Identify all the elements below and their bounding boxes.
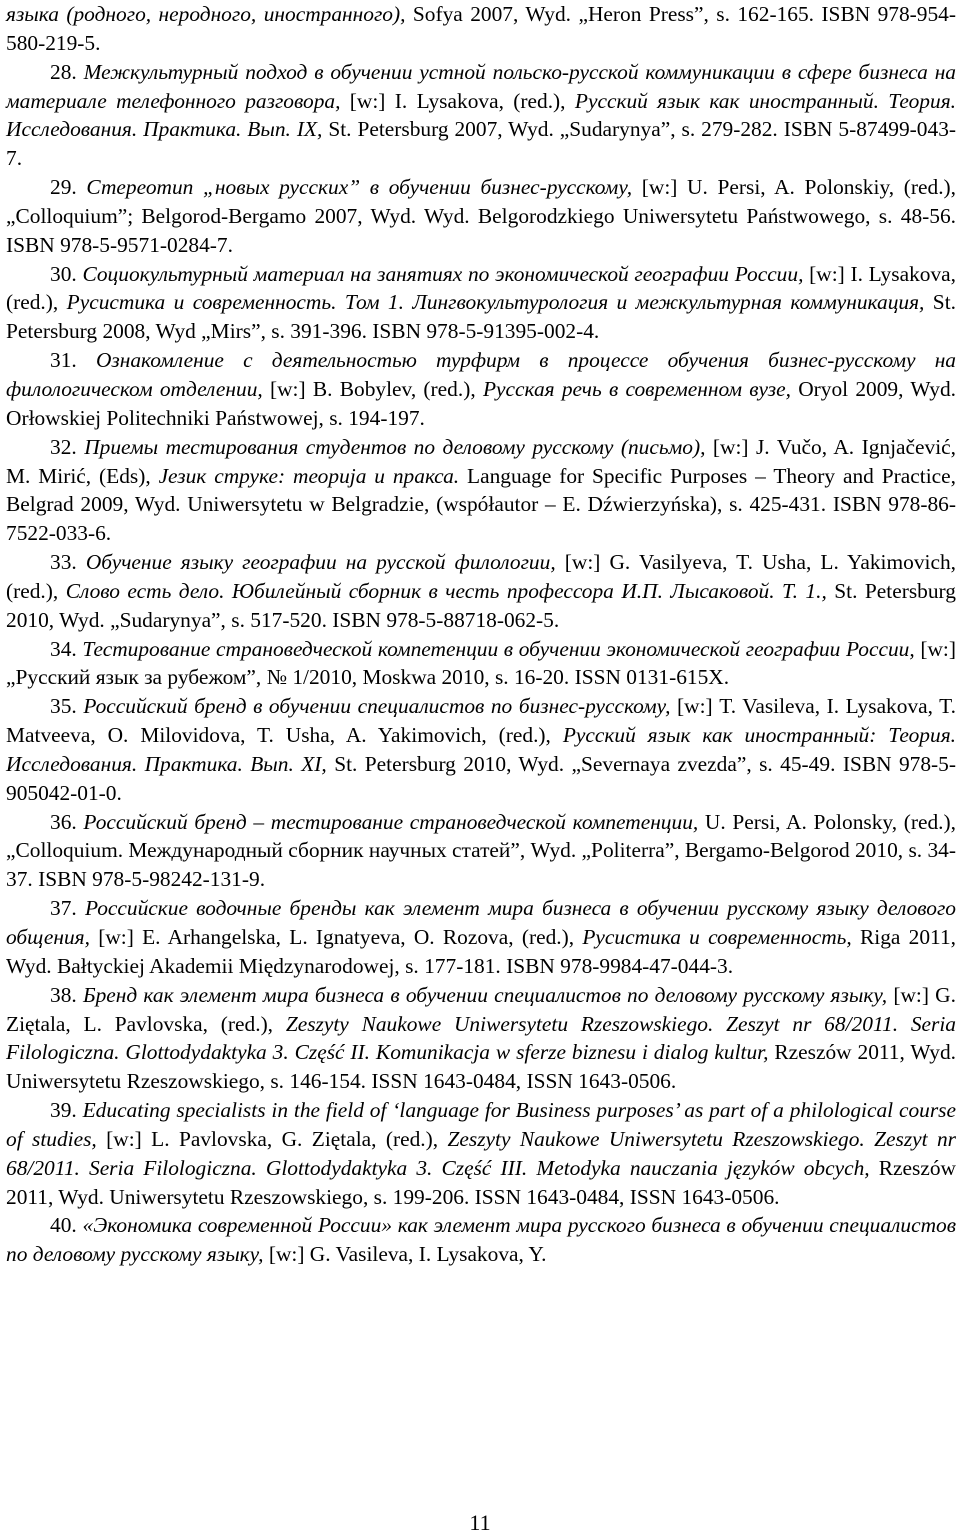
entry-text: [w:] I. Lysakova, (red.), (6, 261, 956, 315)
entry-title-italic: Русистика и современность. Том 1. Лингвокультурология и межкультурная коммуникация, (66, 290, 925, 315)
entry-number: 31. (50, 348, 96, 373)
entry-title-italic: Межкультурный подход в обучении устной польско-русской коммуникации в сфере бизнеса на материале телефонного разговора, (6, 59, 956, 113)
bibliography-entry (6, 58, 956, 173)
entry-text: [w:] B. Bobylev, (red.), (262, 376, 483, 401)
entry-text: St. Petersburg 2007, Wyd. „Sudarynya”, s. 279-282. ISBN 5-87499-043-7. (6, 117, 957, 171)
entry-text: [w:] L. Pavlovska, G. Ziętala, (red.), (96, 1126, 448, 1151)
entry-number: 32. (50, 434, 85, 459)
entry-title-italic: Русский язык как иностранный: Теория. Исследования. Практика. Вып. XI, (6, 723, 956, 776)
entry-text: U. Persi, A. Polonsky, (red.), „Colloquium. Международный сборник научных статей”, Wyd. „Politerra”, Bergamo-Belgorod 2010, s. 34-37. ISBN 978-5-98242-131-9. (6, 809, 957, 892)
bibliography-entry (6, 548, 956, 635)
bibliography-entry (6, 1096, 956, 1211)
entry-text: [w:] E. Arhangelska, L. Ignatyeva, O. Rozova, (red.), (89, 925, 583, 949)
entry-number: 30. (50, 261, 83, 286)
entry-title-italic: Слово есть дело. Юбилейный сборник в честь профессора И.П. Лысаковой. Т. 1., (65, 578, 827, 603)
entry-number: 37. (50, 896, 85, 921)
entry-number: 39. (50, 1098, 83, 1123)
bibliography-entry (6, 173, 956, 260)
bibliography-entry (6, 894, 956, 981)
entry-title-italic: Обучение языку географии на русской филологии, (85, 550, 556, 575)
entry-title-italic: Бренд как элемент мира бизнеса в обучении специалистов по деловому русскому языку, (82, 982, 888, 1007)
entry-text: [w:] G. Vasilyeva, T. Usha, L. Yakimovich, (red.), (6, 550, 957, 603)
bibliography-entry (6, 260, 956, 347)
entry-text: [w:] „Русский язык за рубежом”, № 1/2010, Moskwa 2010, s. 16-20. ISSN 0131-615X. (6, 636, 956, 690)
entry-title-italic: Социокультурный материал на занятиях по экономической географии России, (82, 261, 804, 286)
entry-text: [w:] J. Vučo, A. Ignjačević, M. Mirić, (Eds), (6, 434, 957, 488)
entry-title-italic: Ознакомление с деятельностью турфирм в процессе обучения бизнес-русскому на филологическом отделении, (6, 348, 956, 401)
entry-number: 40. (50, 1213, 83, 1238)
bibliography-entry (6, 692, 956, 807)
entry-text: [w:] G. Ziętala, L. Pavlovska, (red.), (6, 982, 956, 1036)
entry-title-italic: Приемы тестирования студентов по деловому русскому (письмо), (84, 434, 706, 459)
bibliography-entry (6, 1211, 956, 1269)
entry-text: St. Petersburg 2010, Wyd. „Severnaya zvezda”, s. 45-49. ISBN 978-5-905042-01-0. (6, 751, 956, 805)
entry-number: 35. (50, 694, 84, 719)
entry-text: [w:] G. Vasileva, I. Lysakova, Y. (263, 1242, 547, 1267)
bibliography-entry (6, 808, 956, 895)
entry-number: 38. (50, 982, 83, 1007)
entry-text: [w:] U. Persi, A. Polonskiy, (red.), „Colloquium”; Belgorod-Bergamo 2007, Wyd. Wyd. Belgorodzkiego Uniwersytetu Państwowego, s. 48-56. ISBN 978-5-9571-0284-7. (6, 175, 957, 257)
page-number: 11 (469, 1510, 491, 1535)
entry-number: 28. (50, 59, 84, 84)
entry-title-italic: Российский бренд в обучении специалистов по бизнес-русскому, (83, 694, 671, 719)
entry-title-italic: Российский бренд – тестирование страноведческой компетенции, (83, 809, 699, 834)
entry-number: 36. (50, 809, 84, 834)
entry-title-italic: Educating specialists in the field of ‘language for Business purposes’ as part of a philological course of studies, (6, 1098, 956, 1151)
entry-text: Language for Specific Purposes – Theory and Practice, Belgrad 2009, Wyd. Uniwersytetu w Belgradzie, (współautor – E. Dźwierzyńska), s. 425-431. ISBN 978-86-7522-033-6. (6, 463, 956, 546)
entry-text: Rzeszów 2011, Wyd. Uniwersytetu Rzeszowskiego, s. 146-154. ISSN 1643-0484, ISSN 1643-0506. (6, 1040, 956, 1094)
entry-text: St. Petersburg 2010, Wyd. „Sudarynya”, s. 517-520. ISBN 978-5-88718-062-5. (6, 578, 956, 632)
entry-title-italic: Језик струке: теорија и пракса. (158, 463, 460, 488)
entry-title-italic: Стереотип „новых русских” в обучении бизнес-русскому, (86, 175, 633, 200)
entry-text: [w:] I. Lysakova, (red.), (340, 88, 575, 113)
entry-number: 29. (50, 175, 87, 200)
entry-title-italic: Русская речь в современном вузе, (482, 376, 791, 401)
entry-text: Oryol 2009, Wyd. Orłowskiej Politechniki Państwowej, s. 194-197. (6, 376, 956, 430)
entry-title-italic: Русистика и современность, (582, 925, 852, 949)
entry-title-italic: Тестирование страноведческой компетенции в обучении экономической географии России, (82, 636, 915, 661)
bibliography-entry (6, 0, 956, 58)
entry-text: Sofya 2007, Wyd. „Heron Press”, s. 162-165. ISBN 978-954-580-219-5. (6, 2, 957, 55)
entry-title-italic: Российские водочные бренды как элемент мира бизнеса в обучении русскому языку делового общения, (6, 896, 957, 949)
entry-title-italic: языка (родного, неродного, иностранного), (6, 2, 406, 26)
entry-text: St. Petersburg 2008, Wyd „Mirs”, s. 391-396. ISBN 978-5-91395-002-4. (6, 290, 956, 344)
entry-text: Riga 2011, Wyd. Bałtyckiej Akademii Międzynarodowej, s. 177-181. ISBN 978-9984-47-044-3. (6, 925, 956, 978)
entry-title-italic: Zeszyty Naukowe Uniwersytetu Rzeszowskiego. Zeszyt nr 68/2011. Seria Filologiczna. Glottodydaktyka 3. Część III. Metodyka nauczania języków obcych, (6, 1126, 956, 1180)
entry-number: 33. (50, 550, 86, 575)
bibliography-entry (6, 346, 956, 433)
entry-title-italic: «Экономика современной России» как элемент мира русского бизнеса в обучении специалистов по деловому русскому языку, (6, 1213, 956, 1267)
bibliography-entry (6, 981, 956, 1096)
bibliography-entry (6, 635, 956, 693)
entry-number: 34. (50, 636, 83, 661)
bibliography-entry (6, 433, 956, 548)
entry-title-italic: Zeszyty Naukowe Uniwersytetu Rzeszowskiego. Zeszyt nr 68/2011. Seria Filologiczna. Glottodydaktyka 3. Część II. Komunikacja w sferze biznesu i dialog kultur, (6, 1011, 956, 1065)
entry-title-italic: Русский язык как иностранный. Теория. Исследования. Практика. Вып. IX, (6, 88, 956, 142)
entry-text: [w:] T. Vasileva, I. Lysakova, T. Matveeva, O. Milovidova, T. Usha, A. Yakimovich, (red.), (6, 694, 956, 748)
bibliography-list (6, 0, 956, 1269)
entry-text: Rzeszów 2011, Wyd. Uniwersytetu Rzeszowskiego, s. 199-206. ISSN 1643-0484, ISSN 1643-0506. (6, 1155, 956, 1209)
